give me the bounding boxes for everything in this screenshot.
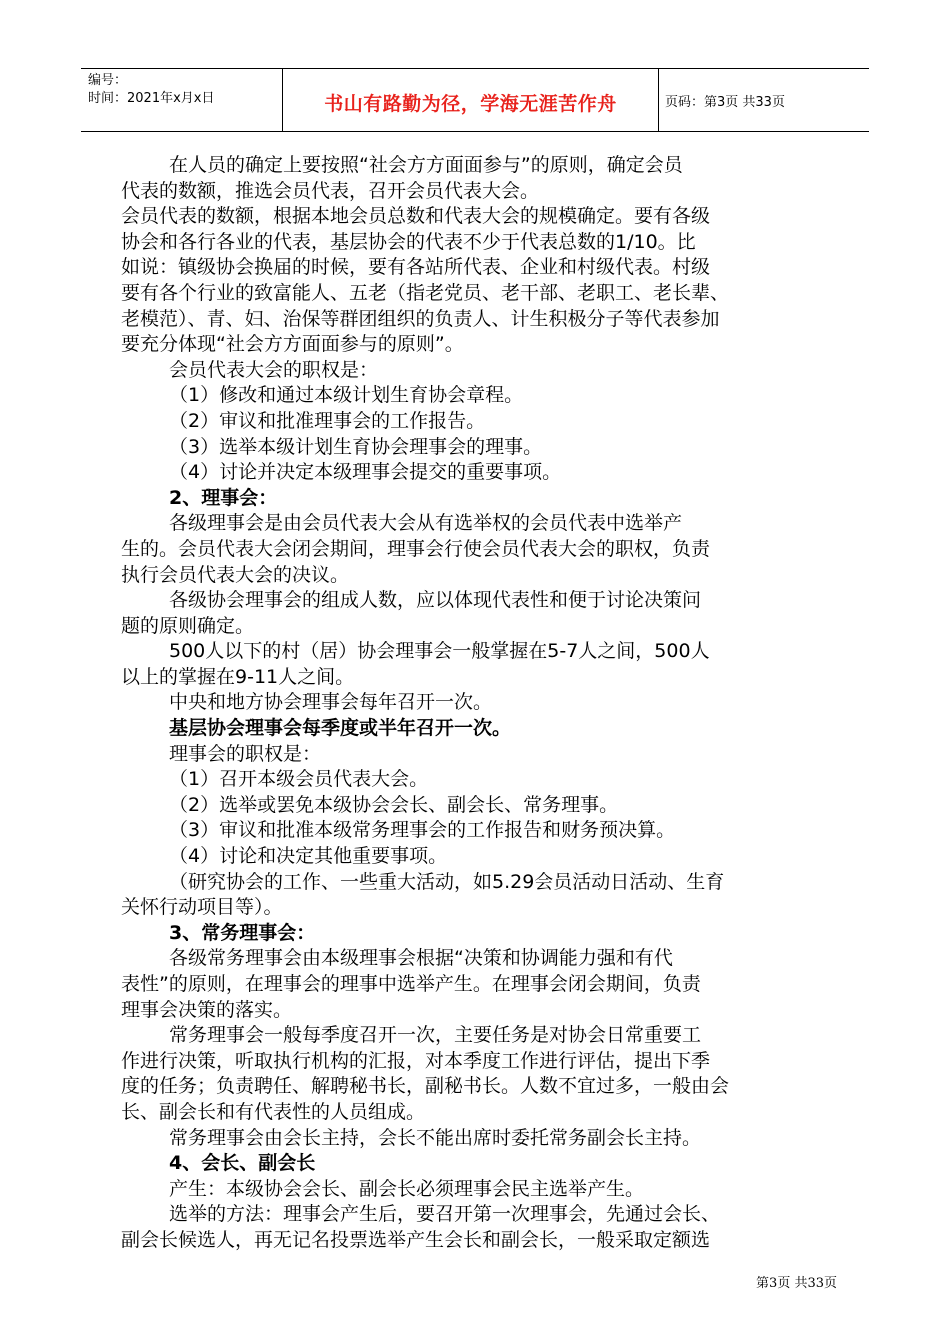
paragraph-line: 要有各个行业的致富能人、五老（指老党员、老干部、老职工、老长辈、 xyxy=(121,281,730,304)
paragraph-line: 常务理事会一般每季度召开一次，主要任务是对协会日常重要工 xyxy=(169,1024,702,1047)
page-footer: 第3页 共33页 xyxy=(756,1276,837,1291)
header-meta-cell xyxy=(81,69,283,131)
document-body xyxy=(121,153,841,1254)
paragraph-line: 如说：镇级协会换届的时候，要有各站所代表、企业和村级代表。村级 xyxy=(121,256,711,279)
list-item: （1）召开本级会员代表大会。 xyxy=(169,768,429,791)
paragraph-line: 各级常务理事会由本级理事会根据“决策和协调能力强和有代 xyxy=(169,947,673,970)
paragraph-line: 各级理事会是由会员代表大会从有选举权的会员代表中选举产 xyxy=(169,512,683,535)
time-label: 时间：2021年x月x日 xyxy=(88,91,215,106)
paragraph-line: 代表的数额，推选会员代表，召开会员代表大会。 xyxy=(121,179,540,202)
paragraph-line: 选举的方法：理事会产生后，要召开第一次理事会，先通过会长、 xyxy=(169,1203,721,1226)
section-heading: 3、常务理事会： xyxy=(169,921,316,944)
paragraph-line: 作进行决策，听取执行机构的汇报，对本季度工作进行评估，提出下季 xyxy=(121,1049,711,1072)
paragraph-line: 执行会员代表大会的决议。 xyxy=(121,563,350,586)
number-label: 编号： xyxy=(88,73,128,88)
paragraph-line: 老模范）、青、妇、治保等群团组织的负责人、计生积极分子等代表参加 xyxy=(121,307,720,330)
paragraph-line: 协会和各行各业的代表，基层协会的代表不少于代表总数的1/10。比 xyxy=(121,230,696,253)
paragraph-line: 在人员的确定上要按照“社会方方面面参与”的原则，确定会员 xyxy=(169,154,683,176)
section-heading: 4、会长、副会长 xyxy=(169,1152,316,1175)
paragraph-line: 度的任务；负责聘任、解聘秘书长，副秘书长。人数不宜过多，一般由会 xyxy=(121,1075,730,1098)
paragraph-line: 会员代表大会的职权是： xyxy=(169,358,379,381)
paragraph-line: 中央和地方协会理事会每年召开一次。 xyxy=(169,691,493,714)
paragraph-line: 表性”的原则，在理事会的理事中选举产生。在理事会闭会期间，负责 xyxy=(121,973,701,995)
section-heading: 2、理事会： xyxy=(169,486,278,509)
paragraph-line: 生的。会员代表大会闭会期间，理事会行使会员代表大会的职权，负责 xyxy=(121,537,711,560)
paragraph-line: 以上的掌握在9-11人之间。 xyxy=(121,665,355,688)
paragraph-line: 基层协会理事会每季度或半年召开一次。 xyxy=(169,717,512,740)
list-item: （3）审议和批准本级常务理事会的工作报告和财务预决算。 xyxy=(169,819,676,842)
paragraph-line: 产生：本级协会会长、副会长必须理事会民主选举产生。 xyxy=(169,1177,645,1200)
motto: 书山有路勤为径，学海无涯苦作舟 xyxy=(324,93,617,115)
list-item: （3）选举本级计划生育协会理事会的理事。 xyxy=(169,435,543,458)
paragraph-line: 副会长候选人，再无记名投票选举产生会长和副会长，一般采取定额选 xyxy=(121,1228,711,1251)
paragraph-line: 要充分体现“社会方方面面参与的原则”。 xyxy=(121,333,464,356)
paragraph-line: （研究协会的工作、一些重大活动，如5.29会员活动日活动、生育 xyxy=(169,870,725,893)
header-page-cell xyxy=(659,69,869,131)
list-item: （2）选举或罢免本级协会会长、副会长、常务理事。 xyxy=(169,793,619,816)
list-item: （4）讨论和决定其他重要事项。 xyxy=(169,845,448,868)
paragraph-line: 理事会的职权是： xyxy=(169,742,322,765)
list-item: （4）讨论并决定本级理事会提交的重要事项。 xyxy=(169,461,562,484)
header-motto-cell xyxy=(283,69,659,131)
paragraph-line: 各级协会理事会的组成人数，应以体现代表性和便于讨论决策问 xyxy=(169,589,702,612)
paragraph-line: 会员代表的数额，根据本地会员总数和代表大会的规模确定。要有各级 xyxy=(121,205,711,228)
list-item: （2）审议和批准理事会的工作报告。 xyxy=(169,409,486,432)
paragraph-line: 题的原则确定。 xyxy=(121,614,255,637)
paragraph-line: 关怀行动项目等）。 xyxy=(121,896,283,919)
list-item: （1）修改和通过本级计划生育协会章程。 xyxy=(169,384,524,407)
page-code: 页码：第3页 共33页 xyxy=(665,95,785,110)
page-header xyxy=(81,68,869,132)
paragraph-line: 长、副会长和有代表性的人员组成。 xyxy=(121,1100,426,1123)
paragraph-line: 常务理事会由会长主持，会长不能出席时委托常务副会长主持。 xyxy=(169,1126,702,1149)
paragraph-line: 500人以下的村（居）协会理事会一般掌握在5-7人之间，500人 xyxy=(169,640,710,663)
paragraph-line: 理事会决策的落实。 xyxy=(121,998,293,1021)
